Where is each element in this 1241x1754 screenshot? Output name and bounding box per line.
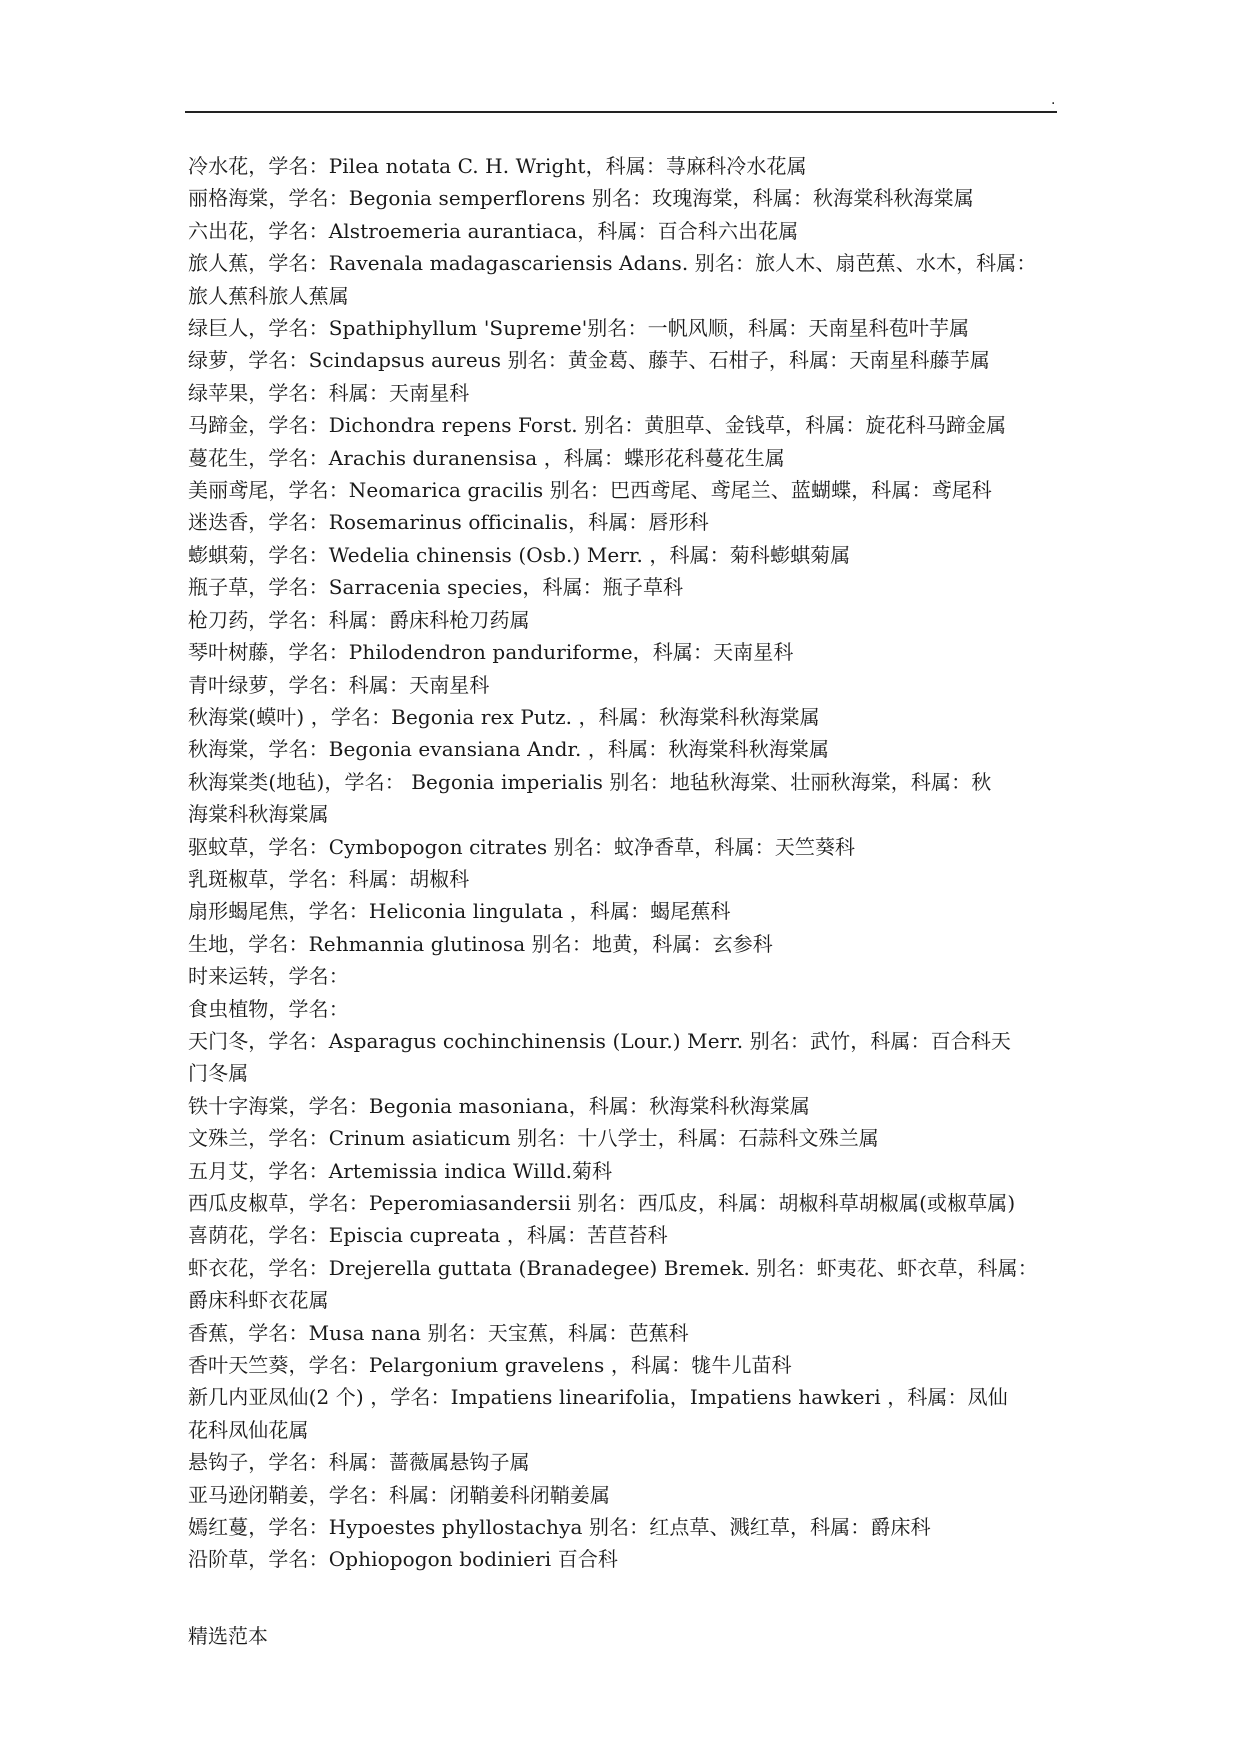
entry-text: 迷迭香，学名：Rosemarinus officinalis，科属：唇形科 <box>188 510 709 535</box>
entry-text: 生地，学名：Rehmannia glutinosa 别名：地黄，科属：玄参科 <box>188 931 773 956</box>
list-item <box>188 442 1068 474</box>
list-item <box>188 831 1068 863</box>
entry-text: 秋海棠，学名：Begonia evansiana Andr. ，科属：秋海棠科秋海棠属 <box>188 737 830 762</box>
list-item <box>188 344 1068 376</box>
entry-text: 西瓜皮椒草，学名：Peperomiasandersii 别名：西瓜皮，科属：胡椒科草胡椒属(或椒草属) <box>188 1191 1016 1215</box>
list-item <box>188 604 1068 636</box>
entry-text-continued: 旅人蕉科旅人蕉属 <box>188 283 349 308</box>
entry-text: 蟛蜞菊，学名：Wedelia chinensis (Osb.) Merr. ，科属：菊科蟛蜞菊属 <box>188 542 851 567</box>
list-item <box>188 1349 1068 1381</box>
list-item <box>188 215 1068 247</box>
list-item <box>188 766 1068 831</box>
entry-text: 天门冬，学名：Asparagus cochinchinensis (Lour.) Merr. 别名：武竹，科属：百合科天 <box>188 1028 1012 1053</box>
entry-text: 冷水花，学名：Pilea notata C. H. Wright，科属：荨麻科冷水花属 <box>188 154 807 178</box>
entry-text: 虾衣花，学名：Drejerella guttata (Branadegee) Bremek. 别名：虾夷花、虾衣草，科属： <box>188 1255 1038 1280</box>
list-item <box>188 636 1068 668</box>
entry-text: 青叶绿萝，学名：科属：天南星科 <box>188 672 490 697</box>
list-item <box>188 312 1068 344</box>
list-item <box>188 1155 1068 1187</box>
entry-text: 绿萝，学名：Scindapsus aureus 别名：黄金葛、藤芋、石柑子，科属：天南星科藤芋属 <box>188 348 990 373</box>
list-item <box>188 506 1068 538</box>
list-item <box>188 960 1068 992</box>
entry-text: 马蹄金，学名：Dichondra repens Forst. 别名：黄胆草、金钱草，科属：旋花科马蹄金属 <box>188 413 1007 438</box>
list-item <box>188 1122 1068 1154</box>
list-item <box>188 669 1068 701</box>
list-item <box>188 377 1068 409</box>
entry-text-continued: 门冬属 <box>188 1061 249 1086</box>
list-item <box>188 1511 1068 1543</box>
entry-text-continued: 花科凤仙花属 <box>188 1417 309 1442</box>
list-item <box>188 474 1068 506</box>
entry-text: 秋海棠(蟆叶) ，学名：Begonia rex Putz. ，科属：秋海棠科秋海棠属 <box>188 704 820 729</box>
entry-text: 蔓花生，学名：Arachis duranensisa ，科属：蝶形花科蔓花生属 <box>188 445 785 470</box>
entry-text: 新几内亚凤仙(2 个) ，学名：Impatiens linearifolia，Impatiens hawkeri ，科属：凤仙 <box>188 1385 1008 1410</box>
list-item <box>188 733 1068 765</box>
list-item <box>188 1543 1068 1575</box>
entry-text: 瓶子草，学名：Sarracenia species，科属：瓶子草科 <box>188 575 684 600</box>
header-mark: . <box>1051 92 1056 108</box>
list-item <box>188 1381 1068 1446</box>
list-item <box>188 247 1068 312</box>
entry-text: 驱蚊草，学名：Cymbopogon citrates 别名：蚊净香草，科属：天竺葵科 <box>188 834 856 859</box>
entry-text: 文殊兰，学名：Crinum asiaticum 别名：十八学士，科属：石蒜科文殊兰属 <box>188 1126 879 1151</box>
footer-text: 精选范本 <box>188 1624 268 1648</box>
list-item <box>188 571 1068 603</box>
entry-text: 绿巨人，学名：Spathiphyllum 'Supreme'别名：一帆风顺，科属：天南星科苞叶芋属 <box>188 316 970 341</box>
entry-text: 沿阶草，学名：Ophiopogon bodinieri 百合科 <box>188 1547 619 1572</box>
list-item <box>188 895 1068 927</box>
entry-text-continued: 爵床科虾衣花属 <box>188 1288 329 1313</box>
entry-text: 香叶天竺葵，学名：Pelargonium gravelens ，科属：牻牛儿苗科 <box>188 1353 792 1378</box>
entry-text: 秋海棠类(地毡)，学名： Begonia imperialis 别名：地毡秋海棠、壮丽秋海棠，科属：秋 <box>188 769 992 794</box>
entry-text: 枪刀药，学名：科属：爵床科枪刀药属 <box>188 607 530 632</box>
list-item <box>188 1025 1068 1090</box>
list-item <box>188 1479 1068 1511</box>
list-item <box>188 863 1068 895</box>
entry-text: 丽格海棠，学名：Begonia semperflorens 别名：玫瑰海棠，科属：秋海棠科秋海棠属 <box>188 186 974 211</box>
entry-text: 五月艾，学名：Artemissia indica Willd.菊科 <box>188 1158 613 1183</box>
entry-text: 香蕉，学名：Musa nana 别名：天宝蕉，科属：芭蕉科 <box>188 1320 689 1345</box>
list-item <box>188 928 1068 960</box>
entry-text: 喜荫花，学名：Episcia cupreata ，科属：苦苣苔科 <box>188 1223 668 1248</box>
entry-text: 琴叶树藤，学名：Philodendron panduriforme，科属：天南星科 <box>188 640 794 665</box>
entry-text: 食虫植物，学名： <box>188 996 349 1021</box>
list-item <box>188 1446 1068 1478</box>
entry-text: 绿苹果，学名：科属：天南星科 <box>188 380 470 405</box>
list-item <box>188 1090 1068 1122</box>
entry-text: 时来运转，学名： <box>188 964 349 989</box>
entry-text: 铁十字海棠，学名：Begonia masoniana，科属：秋海棠科秋海棠属 <box>188 1093 810 1118</box>
list-item <box>188 182 1068 214</box>
list-item <box>188 409 1068 441</box>
list-item <box>188 1252 1068 1317</box>
list-item <box>188 150 1068 182</box>
entry-text: 亚马逊闭鞘姜，学名：科属：闭鞘姜科闭鞘姜属 <box>188 1482 611 1507</box>
entry-text: 扇形蝎尾焦，学名：Heliconia lingulata ，科属：蝎尾蕉科 <box>188 899 731 924</box>
entry-text: 嫣红蔓，学名：Hypoestes phyllostachya 别名：红点草、溅红草，科属：爵床科 <box>188 1515 931 1540</box>
entry-text: 美丽鸢尾，学名：Neomarica gracilis 别名：巴西鸢尾、鸢尾兰、蓝蝴蝶，科属：鸢尾科 <box>188 478 992 503</box>
list-item <box>188 701 1068 733</box>
plant-list <box>188 150 1068 1576</box>
list-item <box>188 1317 1068 1349</box>
list-item <box>188 1187 1068 1219</box>
entry-text: 旅人蕉，学名：Ravenala madagascariensis Adans. 别名：旅人木、扇芭蕉、水木，科属： <box>188 251 1037 276</box>
entry-text: 六出花，学名：Alstroemeria aurantiaca，科属：百合科六出花属 <box>188 218 799 243</box>
list-item <box>188 1219 1068 1251</box>
entry-text: 乳斑椒草，学名：科属：胡椒科 <box>188 866 470 891</box>
header-rule <box>185 111 1057 113</box>
list-item <box>188 539 1068 571</box>
entry-text-continued: 海棠科秋海棠属 <box>188 802 329 827</box>
list-item <box>188 993 1068 1025</box>
entry-text: 悬钩子，学名：科属：蔷薇属悬钩子属 <box>188 1450 530 1475</box>
